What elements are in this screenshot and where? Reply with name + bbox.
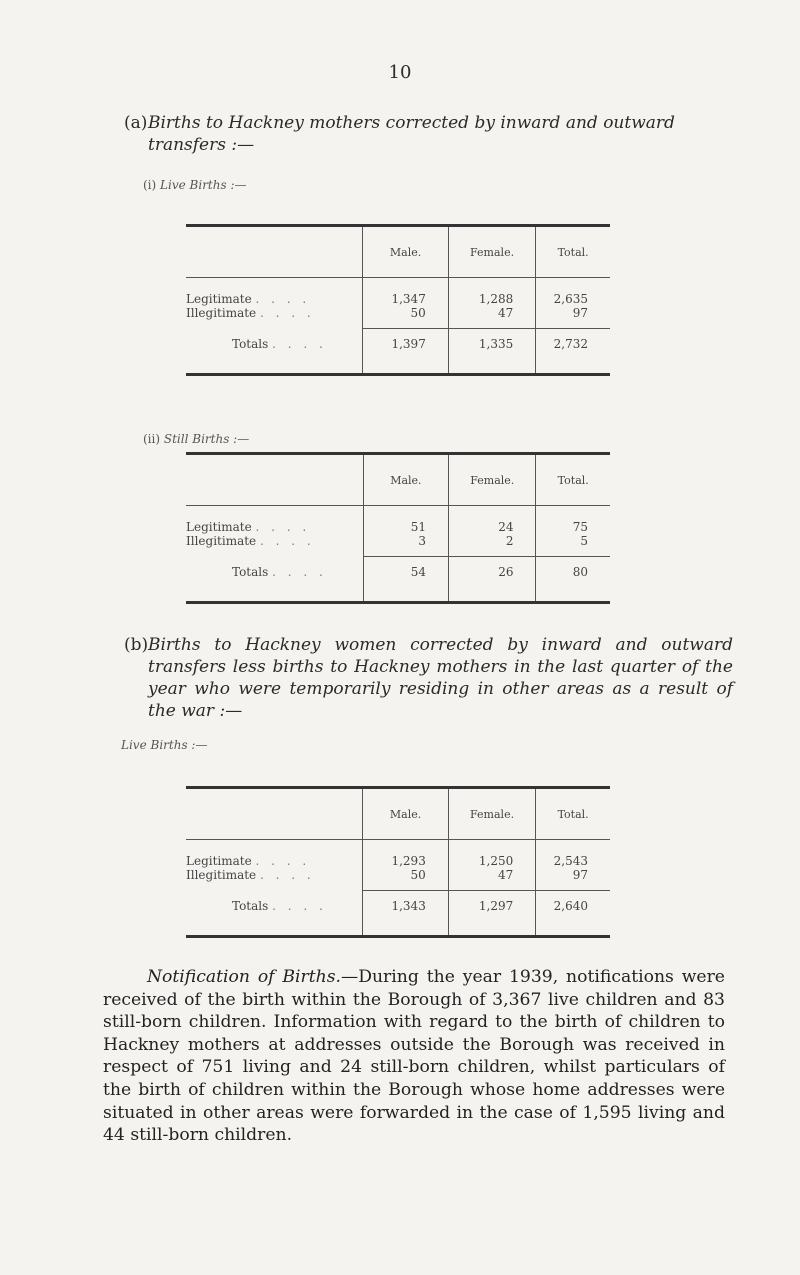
cell-total: 97 — [536, 306, 610, 329]
section-b-label: (b) — [124, 635, 149, 655]
totals-row — [186, 329, 610, 375]
total-female: 1,297 — [448, 891, 535, 937]
notification-title: Notification of Births. — [147, 967, 342, 987]
header-male: Male. — [363, 455, 448, 506]
table-row — [186, 534, 610, 557]
still-births-table — [186, 452, 610, 604]
cell-total: 75 — [536, 506, 610, 534]
total-total: 2,732 — [536, 329, 610, 375]
section-b-title: Births to Hackney women corrected by inward and outward transfers less births to Hackney mothers in the last quarter of the year who were temporarily residing in other areas as a result of the war :— — [148, 635, 733, 721]
still-births-label: (ii) — [143, 432, 161, 446]
total-total: 2,640 — [536, 891, 610, 937]
totals-row — [186, 557, 610, 603]
cell-total: 2,543 — [536, 840, 610, 868]
notification-paragraph — [103, 966, 725, 1147]
totals-label: Totals — [232, 337, 269, 351]
header-blank — [186, 789, 363, 840]
cell-female: 1,288 — [448, 278, 535, 306]
live-births-subheading — [143, 178, 247, 192]
total-total: 80 — [536, 557, 610, 603]
live-births-title: Live Births :— — [160, 178, 247, 192]
header-female: Female. — [449, 455, 536, 506]
row-label: Illegitimate — [186, 868, 257, 883]
b-live-births-subheading — [121, 738, 207, 752]
b-live-births-table — [186, 786, 610, 938]
cell-female: 47 — [448, 306, 535, 329]
totals-row — [186, 891, 610, 937]
cell-female: 1,250 — [448, 840, 535, 868]
leader-dots: . . . . — [255, 292, 311, 306]
leader-dots: . . . . — [259, 868, 315, 883]
cell-male: 1,293 — [363, 840, 449, 868]
total-male: 54 — [363, 557, 448, 603]
header-blank — [186, 455, 363, 506]
header-total: Total. — [536, 789, 610, 840]
cell-female: 2 — [449, 534, 536, 557]
live-births-table — [186, 224, 610, 376]
total-male: 1,343 — [363, 891, 449, 937]
total-female: 1,335 — [448, 329, 535, 375]
section-a-title: Births to Hackney mothers corrected by inward and outward transfers :— — [148, 113, 675, 155]
section-a-heading — [124, 112, 748, 156]
leader-dots: . . . . — [255, 854, 311, 868]
header-blank — [186, 227, 363, 278]
leader-dots: . . . . — [272, 337, 327, 351]
header-male: Male. — [363, 227, 449, 278]
totals-label: Totals — [232, 565, 269, 579]
cell-male: 50 — [363, 868, 449, 891]
cell-total: 97 — [536, 868, 610, 891]
cell-total: 2,635 — [536, 278, 610, 306]
row-label: Legitimate — [186, 292, 252, 306]
cell-male: 1,347 — [363, 278, 449, 306]
cell-total: 5 — [536, 534, 610, 557]
table-row — [186, 868, 610, 891]
totals-label: Totals — [232, 899, 269, 913]
leader-dots: . . . . — [272, 565, 327, 579]
cell-female: 47 — [448, 868, 535, 891]
table-row — [186, 840, 610, 868]
leader-dots: . . . . — [259, 306, 315, 321]
cell-female: 24 — [449, 506, 536, 534]
header-male: Male. — [363, 789, 449, 840]
header-total: Total. — [536, 227, 610, 278]
still-births-subheading — [143, 432, 249, 446]
cell-male: 50 — [363, 306, 449, 329]
page-number: 10 — [388, 62, 412, 83]
row-label: Legitimate — [186, 854, 252, 868]
section-a-label: (a) — [124, 113, 148, 133]
leader-dots: . . . . — [272, 899, 327, 913]
leader-dots: . . . . — [255, 520, 311, 534]
header-female: Female. — [448, 789, 535, 840]
leader-dots: . . . . — [259, 534, 315, 549]
cell-male: 51 — [363, 506, 448, 534]
cell-male: 3 — [363, 534, 448, 557]
total-female: 26 — [449, 557, 536, 603]
live-births-label: (i) — [143, 178, 157, 192]
table-row — [186, 278, 610, 306]
table-row — [186, 506, 610, 534]
header-total: Total. — [536, 455, 610, 506]
total-male: 1,397 — [363, 329, 449, 375]
still-births-title: Still Births :— — [163, 432, 250, 446]
table-row — [186, 306, 610, 329]
b-live-births-title: Live Births :— — [121, 738, 208, 752]
section-b-heading — [124, 634, 733, 722]
row-label: Illegitimate — [186, 306, 257, 321]
notification-text: —During the year 1939, notifications were received of the birth within the Borough of 3,367 live children and 83 still-born children. Information with regard to the birth of children to Hackney mothers at addresses outside the Borough was received in respect of 751 living and 24 still-born children, whilst particulars of the birth of children within the Borough whose home addresses were situated in other areas were forwarded in the case of 1,595 living and 44 still-born children. — [103, 967, 725, 1146]
header-female: Female. — [448, 227, 535, 278]
row-label: Legitimate — [186, 520, 252, 534]
row-label: Illegitimate — [186, 534, 257, 549]
